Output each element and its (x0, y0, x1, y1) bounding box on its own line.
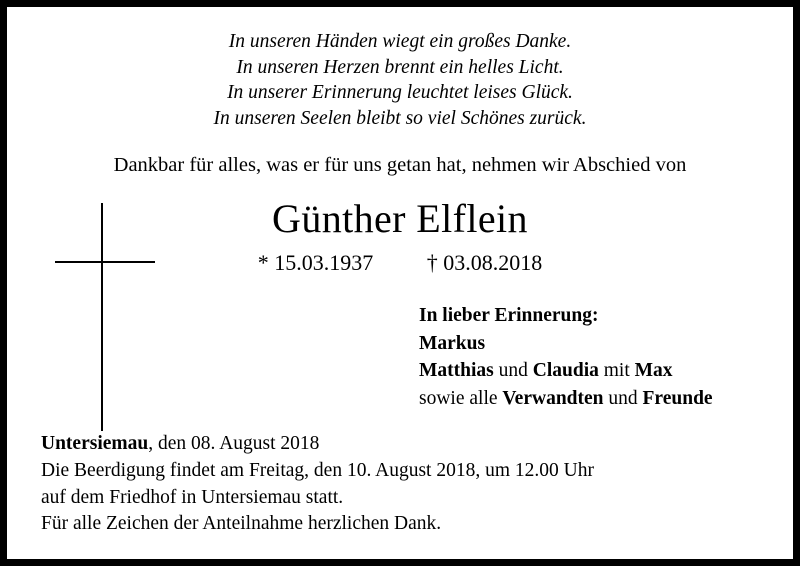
conjunction-mit: mit (598, 360, 635, 382)
poem-line-4: In unseren Seelen bleibt so viel Schönes zurück. (213, 108, 587, 130)
poem-line-2: In unseren Herzen brennt ein helles Licht. (236, 56, 564, 78)
sowie-alle-text: sowie alle (419, 388, 503, 409)
mourner-markus: Markus (419, 332, 486, 354)
intro-text: Dankbar für alles, was er für uns getan hat, nehmen wir Abschied von (113, 153, 687, 176)
mourner-line-3 (419, 385, 771, 413)
cross-horizontal-bar (55, 261, 155, 263)
deceased-name: Günther Elflein (272, 195, 528, 241)
poem-block (29, 29, 771, 132)
funeral-details (29, 431, 771, 539)
mourner-claudia: Claudia (532, 360, 599, 382)
mourner-line-2 (419, 357, 771, 385)
mourner-max: Max (634, 360, 673, 382)
mourners-heading-text: In lieber Erinnerung: (419, 304, 599, 326)
mourner-line-1 (419, 330, 771, 358)
birth-date: * 15.03.1937 (257, 249, 374, 275)
place-name: Untersiemau (41, 432, 149, 454)
poem-line-1: In unseren Händen wiegt ein großes Danke. (228, 31, 572, 52)
mourner-verwandten: Verwandten (502, 388, 604, 409)
mourners-heading (419, 302, 771, 330)
mourner-matthias: Matthias (419, 360, 494, 382)
death-date: † 03.08.2018 (426, 249, 543, 275)
funeral-line-1: Die Beerdigung findet am Freitag, den 10. August 2018, um 12.00 Uhr (41, 459, 594, 481)
funeral-line-2: auf dem Friedhof in Untersiemau statt. (41, 486, 344, 508)
place-date-line (41, 431, 771, 458)
poem-line-3: In unserer Erinnerung leuchtet leises Glück. (227, 82, 573, 104)
conjunction-und-2: und (603, 388, 643, 409)
place-date-rest: , den 08. August 2018 (148, 432, 320, 454)
conjunction-und-1: und (493, 360, 533, 382)
cross-icon (55, 203, 155, 431)
cross-vertical-bar (101, 203, 103, 431)
mourner-freunde: Freunde (642, 388, 713, 409)
thanks-line: Für alle Zeichen der Anteilnahme herzlichen Dank. (41, 513, 442, 535)
